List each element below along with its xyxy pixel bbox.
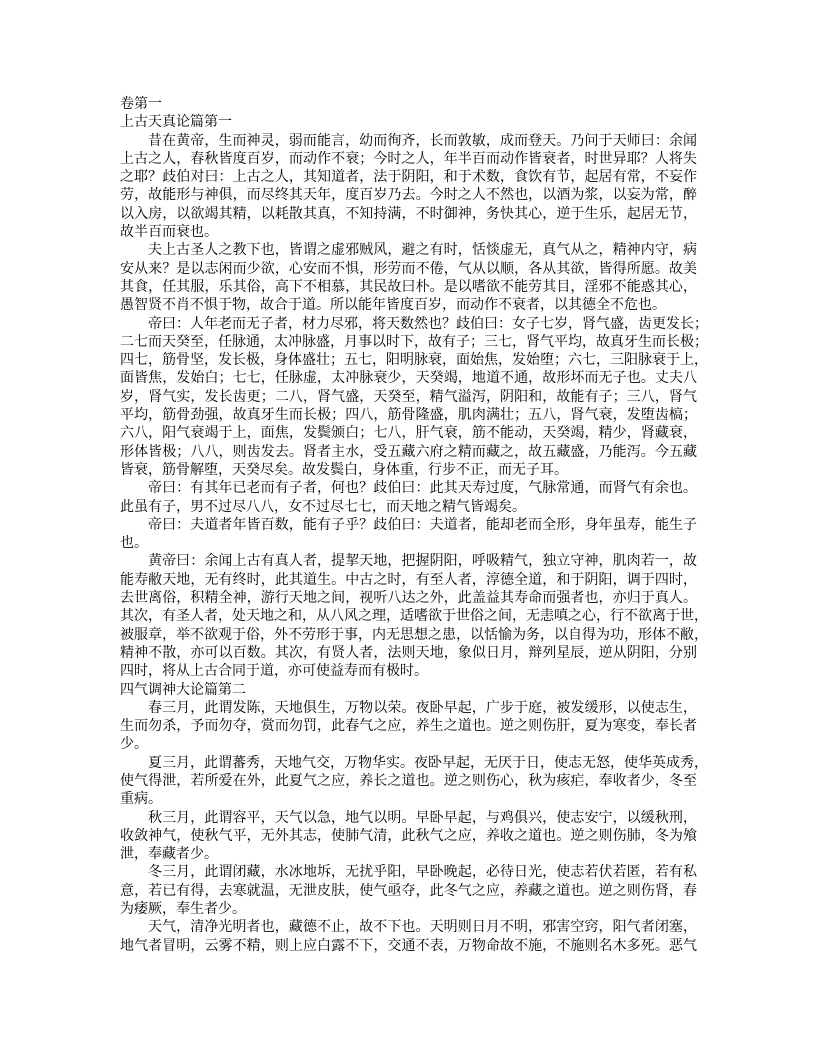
text-line: 意，若已有得，去寒就温，无泄皮肤，使气亟夺，此冬气之应，养藏之道也。逆之则伤肾，春 <box>120 883 697 899</box>
text-line: 面皆焦，发始白；七七，任脉虚，太冲脉衰少，天癸竭，地道不通，故形坏而无子也。丈夫八 <box>120 371 697 387</box>
text-line: 为痿厥，奉生者少。 <box>120 902 246 918</box>
text-line: 四时，将从上古合同于道，亦可使益寿而有极时。 <box>120 664 428 680</box>
text-line: 形体皆极；八八，则齿发去。肾者主水，受五藏六府之精而藏之，故五藏盛，乃能泻。今五藏 <box>120 444 697 460</box>
text-line: 地气者冒明，云雾不精，则上应白露不下，交通不表，万物命故不施，不施则名木多死。恶气 <box>120 938 697 954</box>
text-line: 也。 <box>120 536 148 552</box>
text-line: 昔在黄帝，生而神灵，弱而能言，幼而徇齐，长而敦敏，成而登天。乃问于天师曰：余闻 <box>148 133 697 149</box>
text-line: 冬三月，此谓闭藏，水冰地坼，无扰乎阳，早卧晚起，必待日光，使志若伏若匿，若有私 <box>148 865 697 881</box>
document-sections <box>120 114 708 956</box>
text-line: 平均，筋骨劲强，故真牙生而长极；四八，筋骨隆盛，肌肉满壮；五八，肾气衰，发堕齿槁； <box>120 408 697 424</box>
text-line: 以入房，以欲竭其精，以耗散其真，不知持满，不时御神，务快其心，逆于生乐，起居无节， <box>120 206 697 222</box>
text-line: 劳，故能形与神俱，而尽终其天年，度百岁乃去。今时之人不然也，以酒为浆，以妄为常，醉 <box>120 188 697 204</box>
text-line: 天气，清净光明者也，藏德不止，故不下也。天明则日月不明，邪害空窍，阳气者闭塞， <box>148 920 697 936</box>
text-line: 其食，任其服，乐其俗，高下不相慕，其民故曰朴。是以嗜欲不能劳其目，淫邪不能惑其心， <box>120 279 697 295</box>
text-line: 之耶？歧伯对曰：上古之人，其知道者，法于阴阳，和于术数，食饮有节，起居有常，不妄作 <box>120 170 697 186</box>
text-line: 泄，奉藏者少。 <box>120 847 218 863</box>
text-line: 六八，阳气衰竭于上，面焦，发鬓颁白；七八，肝气衰，筋不能动，天癸竭，精少，肾藏衰， <box>120 426 697 442</box>
text-line: 此虽有子，男不过尽八八，女不过尽七七，而天地之精气皆竭矣。 <box>120 499 526 515</box>
text-line: 帝曰：人年老而无子者，材力尽邪，将天数然也？歧伯曰：女子七岁，肾气盛，齿更发长； <box>148 316 708 332</box>
text-line: 帝曰：夫道者年皆百数，能有子乎？歧伯曰：夫道者，能却老而全形，身年虽寿，能生子 <box>148 517 697 533</box>
text-line: 春三月，此谓发陈，天地俱生，万物以荣。夜卧早起，广步于庭，被发缓形，以使志生， <box>148 700 697 716</box>
text-line: 少。 <box>120 737 148 753</box>
text-line: 愚智贤不肖不惧于物，故合于道。所以能年皆度百岁，而动作不衰者，以其德全不危也。 <box>120 298 666 314</box>
text-line: 收敛神气，使秋气平，无外其志，使肺气清，此秋气之应，养收之道也。逆之则伤肺，冬为飧 <box>120 828 697 844</box>
text-line: 上古之人，春秋皆度百岁，而动作不衰；今时之人，年半百而动作皆衰者，时世异耶？人将失 <box>120 151 697 167</box>
text-line: 重病。 <box>120 792 162 808</box>
text-line: 皆衰，筋骨解堕，天癸尽矣。故发鬓白，身体重，行步不正，而无子耳。 <box>120 462 568 478</box>
text-line: 使气得泄，若所爱在外，此夏气之应，养长之道也。逆之则伤心，秋为痎疟，奉收者少，冬至 <box>120 773 697 789</box>
section-heading: 四气调神大论篇第二 <box>120 682 246 698</box>
text-line: 岁，肾气实，发长齿更；二八，肾气盛，天癸至，精气溢泻，阴阳和，故能有子；三八，肾气 <box>120 389 697 405</box>
text-line: 秋三月，此谓容平，天气以急，地气以明。早卧早起，与鸡俱兴，使志安宁，以缓秋刑， <box>148 810 697 826</box>
text-line: 其次，有圣人者，处天地之和，从八风之理，适嗜欲于世俗之间，无恚嗔之心，行不欲离于世， <box>120 609 708 625</box>
text-line: 夏三月，此谓蕃秀，天地气交，万物华实。夜卧早起，无厌于日，使志无怒，使华英成秀， <box>148 755 708 771</box>
text-line: 精神不散，亦可以百数。其次，有贤人者，法则天地，象似日月，辩列星辰，逆从阴阳，分别 <box>120 645 697 661</box>
text-line: 帝曰：有其年已老而有子者，何也？歧伯曰：此其天寿过度，气脉常通，而肾气有余也。 <box>148 481 697 497</box>
text-line: 故半百而衰也。 <box>120 225 218 241</box>
text-line: 四七，筋骨坚，发长极，身体盛壮；五七，阳明脉衰，面始焦，发始堕；六七，三阳脉衰于上， <box>120 353 708 369</box>
text-line: 去世离俗，积精全神，游行天地之间，视听八达之外，此盖益其寿命而强者也，亦归于真人。 <box>120 591 697 607</box>
section-heading: 上古天真论篇第一 <box>120 115 232 131</box>
text-line: 生而勿杀，予而勿夺，赏而勿罚，此春气之应，养生之道也。逆之则伤肝，夏为寒变，奉长者 <box>120 719 697 735</box>
text-line: 夫上古圣人之教下也，皆谓之虚邪贼风，避之有时，恬惔虚无，真气从之，精神内守，病 <box>148 243 697 259</box>
document-text-block <box>120 96 708 956</box>
text-line: 黄帝曰：余闻上古有真人者，提挈天地，把握阴阳，呼吸精气，独立守神，肌肉若一，故 <box>148 554 697 570</box>
text-line: 被服章，举不欲观于俗，外不劳形于事，内无思想之患，以恬愉为务，以自得为功，形体不敝， <box>120 627 708 643</box>
volume-heading: 卷第一 <box>120 97 162 112</box>
text-line: 能寿敝天地，无有终时，此其道生。中古之时，有至人者，淳德全道，和于阴阳，调于四时， <box>120 572 697 588</box>
text-line: 安从来？是以志闲而少欲，心安而不惧，形劳而不倦，气从以顺，各从其欲，皆得所愿。故美 <box>120 261 697 277</box>
text-line: 二七而天癸至，任脉通，太冲脉盛，月事以时下，故有子；三七，肾气平均，故真牙生而长极； <box>120 334 708 350</box>
